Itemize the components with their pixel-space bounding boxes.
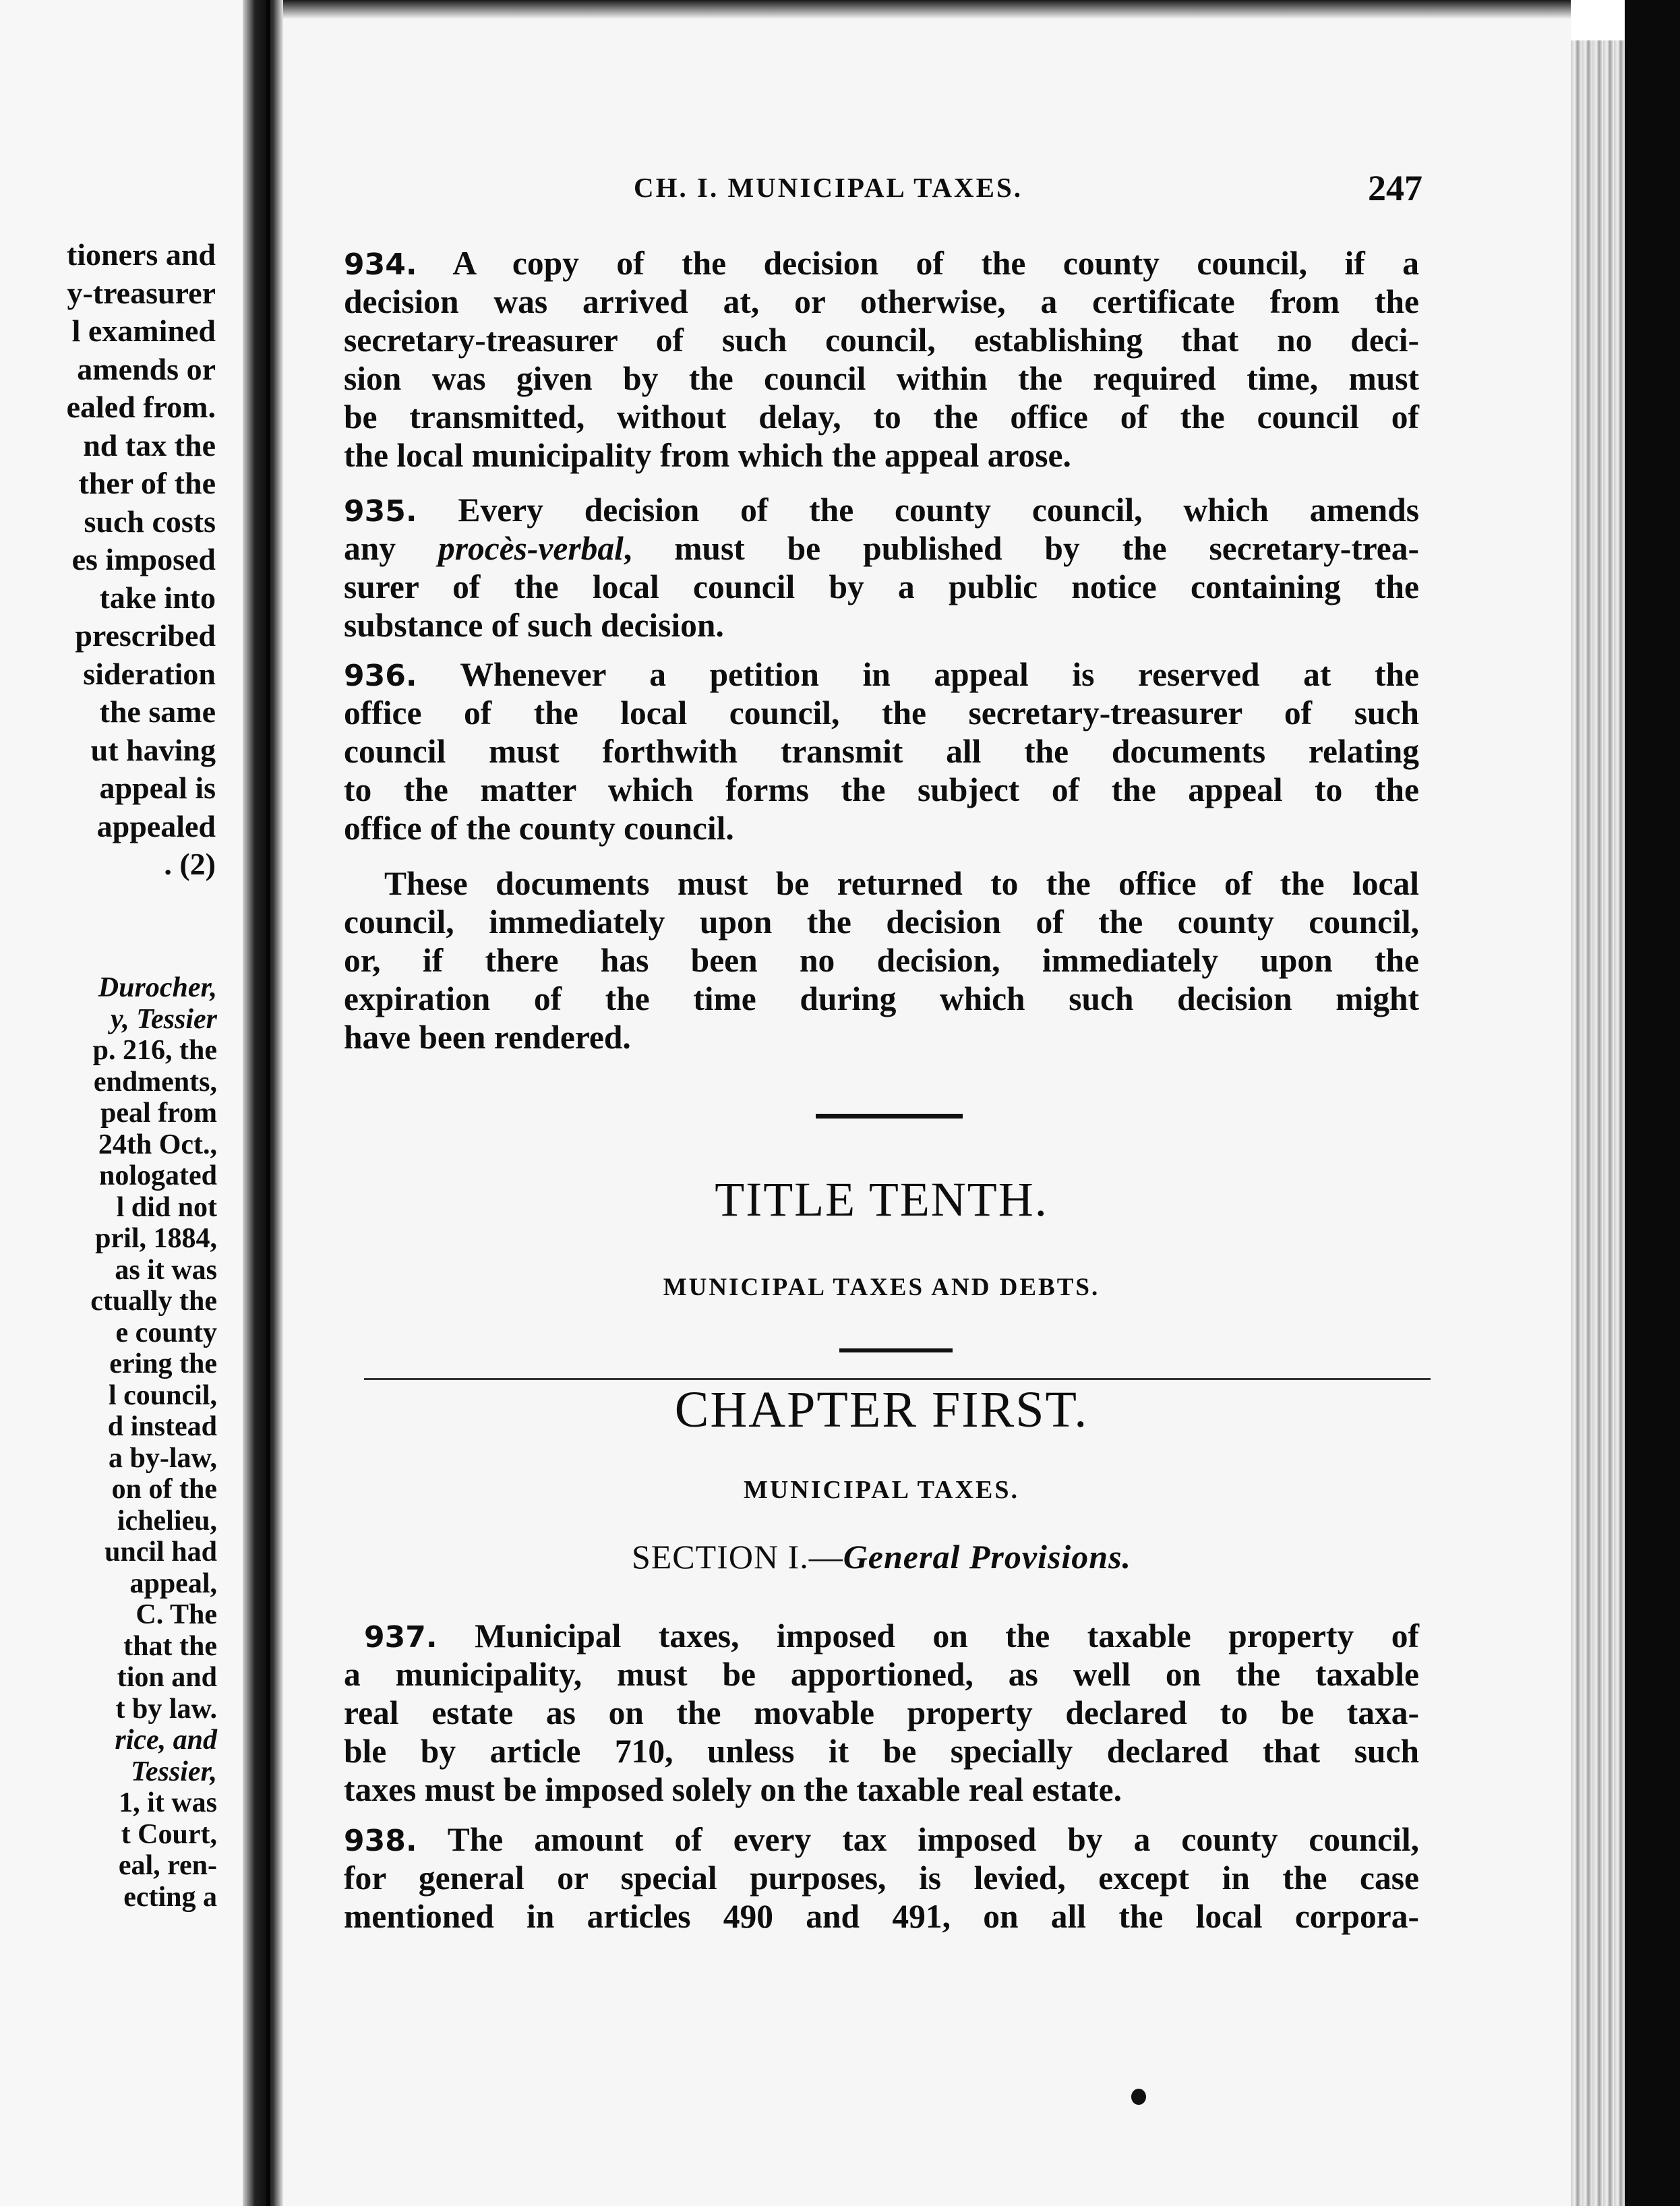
previous-page-line: ther of the (78, 466, 216, 500)
previous-page-line: nologated (98, 1160, 217, 1191)
previous-page-line: as it was (115, 1254, 217, 1286)
previous-page-line: p. 216, the (92, 1035, 217, 1066)
previous-page-line: pril, 1884, (95, 1223, 217, 1254)
horizontal-rule (364, 1378, 1431, 1380)
previous-page-line: . (2) (164, 847, 216, 881)
previous-page-line: l council, (108, 1379, 217, 1411)
previous-page-line: peal from (100, 1098, 217, 1129)
previous-page-line: C. The (136, 1599, 217, 1630)
previous-page-line: appealed (96, 808, 216, 843)
previous-page-line: the same (99, 694, 216, 729)
article-number: 934. (344, 247, 417, 282)
article-936: 936. Whenever a petition in appeal is reserved at the office of the local council, the secretary-treasurer of such council must forthwith transmit all the documents relating to the matter which forms the subject of the appeal to the office of the county council. (344, 656, 1419, 847)
article-937: 937. Municipal taxes, imposed on the taxable property of a municipality, must be apportioned, as well on the taxable real estate as on the movable property declared to be taxa- ble by article 710, unless it be specially declared that such taxes must be imposed solely on the taxable real estate. (344, 1617, 1419, 1808)
previous-page-line: sideration (83, 656, 216, 691)
previous-page-line: take into (99, 580, 216, 615)
previous-page-line: y, Tessier (111, 1003, 217, 1035)
section-heading: SECTION I.—General Provisions. (631, 1538, 1132, 1576)
previous-page-line: appeal, (129, 1568, 217, 1599)
previous-page-line: on of the (111, 1474, 217, 1505)
italic-term: procès-verbal (438, 530, 624, 567)
previous-page-line: d instead (107, 1411, 217, 1442)
previous-page-line: ctually the (90, 1286, 217, 1317)
article-936-paragraph-2: These documents must be returned to the office of the local council, immediately upon the decision of the county council, or, if there has been no decision, immediately upon the expiration of the time during which such decision might have been rendered. (344, 865, 1419, 1056)
previous-page-line: Tessier, (131, 1756, 217, 1787)
previous-page-line: ecting a (123, 1881, 217, 1913)
ink-spot (1131, 2089, 1146, 2105)
previous-page-line: es imposed (71, 542, 216, 576)
article-number: 935. (344, 494, 417, 529)
previous-page-line: a by-law, (108, 1442, 217, 1474)
previous-page-line: ealed from. (66, 390, 216, 424)
previous-page-line: tioners and (66, 237, 216, 272)
previous-page-line: rice, and (115, 1725, 217, 1756)
previous-page-line: appeal is (99, 771, 216, 805)
previous-page-line: nd tax the (83, 427, 216, 463)
previous-page-line: prescribed (75, 618, 216, 653)
previous-page-text-top (0, 236, 216, 884)
previous-page-line: ut having (90, 732, 216, 767)
article-number: 936. (344, 659, 417, 693)
previous-page-line: endments, (93, 1066, 217, 1098)
article-938: 938. The amount of every tax imposed by a county council, for general or special purposes, is levied, except in the case mentioned in articles 490 and 491, on all the local corpora- (344, 1821, 1420, 1935)
divider-rule (816, 1114, 963, 1119)
page-number: 247 (1368, 168, 1422, 208)
article-934: 934. A copy of the decision of the county council, if a decision was arrived at, or otherwise, a certificate from the secretary-treasurer of such council, establishing that no deci- sion was given by the council within the required time, must be transmitted, without delay, to the office of the council of the local municipality from which the appeal arose. (344, 245, 1419, 474)
previous-page-line: t Court, (121, 1818, 217, 1850)
gutter-crease (266, 0, 270, 2206)
title-heading: TITLE TENTH. (715, 1172, 1048, 1226)
article-number: 937. (364, 1620, 438, 1654)
title-subheading: MUNICIPAL TAXES AND DEBTS. (663, 1274, 1100, 1301)
running-head-title: CH. I. MUNICIPAL TAXES. (634, 172, 1023, 203)
previous-page-line: Durocher, (98, 972, 217, 1003)
previous-page-line: that the (123, 1630, 217, 1662)
previous-page-line: uncil had (104, 1537, 217, 1568)
page-top-shadow (283, 0, 1571, 19)
previous-page-line: e county (115, 1317, 217, 1348)
previous-page-line: y-treasurer (67, 275, 216, 310)
previous-page-text-bottom (0, 972, 217, 1913)
previous-page-line: ichelieu, (117, 1505, 217, 1537)
previous-page-line: l did not (116, 1191, 217, 1223)
previous-page-line: t by law. (115, 1693, 217, 1725)
scan-border (1625, 0, 1680, 2206)
previous-page-line: ering the (109, 1348, 217, 1379)
previous-page-fragment (0, 0, 243, 2206)
previous-page-line: such costs (84, 504, 216, 539)
previous-page-line: 24th Oct., (98, 1129, 217, 1160)
previous-page-line: tion and (117, 1662, 217, 1693)
previous-page-line: eal, ren- (118, 1850, 217, 1881)
divider-rule (839, 1348, 953, 1352)
book-gutter (243, 0, 283, 2206)
article-number: 938. (344, 1824, 417, 1858)
running-head (344, 167, 1422, 208)
page-edges (1571, 40, 1625, 2206)
article-935: 935. Every decision of the county council, which amends any procès-verbal, must be published by the secretary-trea- surer of the local council by a public notice containing the substance of such decision. (344, 491, 1419, 644)
previous-page-line: amends or (77, 351, 216, 386)
chapter-subheading: MUNICIPAL TAXES. (743, 1476, 1020, 1504)
previous-page-line: 1, it was (119, 1787, 217, 1818)
previous-page-line: l examined (71, 314, 216, 348)
chapter-heading: CHAPTER FIRST. (674, 1381, 1089, 1438)
